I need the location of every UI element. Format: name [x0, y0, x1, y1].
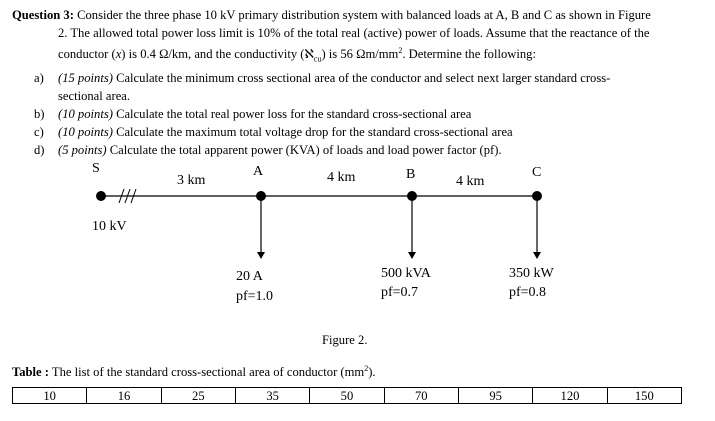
- load-c-value: 350 kW: [509, 266, 554, 281]
- source-node: [96, 191, 106, 201]
- item-b-text: Calculate the total real power loss for the standard cross-sectional area: [112, 106, 472, 121]
- three-phase-marks: [119, 189, 136, 203]
- reactance-symbol: x: [115, 47, 122, 62]
- table-cell: 10: [13, 388, 87, 404]
- load-b-value: 500 kVA: [381, 266, 431, 281]
- item-c-label: c): [34, 124, 44, 139]
- table-cell: 50: [310, 388, 384, 404]
- item-c-points: (10 points): [58, 124, 113, 139]
- node-a-label: A: [253, 164, 264, 179]
- intro-3-superscript: 2: [398, 46, 403, 55]
- table-caption-superscript: 2: [364, 364, 369, 373]
- table-cell: 25: [161, 388, 235, 404]
- table-cell: 16: [87, 388, 161, 404]
- segment-bc-length: 4 km: [456, 174, 485, 189]
- figure-caption: Figure 2.: [322, 333, 368, 347]
- intro-3b: ) is 0.4 Ω/km, and the conductivity (: [121, 47, 305, 62]
- load-a-pf: pf=1.0: [236, 289, 274, 304]
- item-a-continued: sectional area.: [58, 88, 131, 103]
- item-a-points: (15 points): [58, 70, 113, 85]
- load-c-arrow-icon: [533, 252, 541, 259]
- segment-sa-length: 3 km: [177, 173, 206, 188]
- conductivity-subscript: cu: [313, 54, 322, 64]
- question-heading: Question 3:: [12, 8, 74, 22]
- source-voltage: 10 kV: [92, 219, 127, 234]
- node-c-label: C: [532, 165, 542, 180]
- table-caption-bold: Table :: [12, 365, 49, 380]
- table-cell: 70: [384, 388, 458, 404]
- source-label: S: [92, 161, 100, 176]
- node-b-label: B: [406, 167, 416, 182]
- item-d-text: Calculate the total apparent power (KVA) of loads and load power factor (pf).: [106, 142, 502, 157]
- item-a-label: a): [34, 70, 44, 85]
- load-b-pf: pf=0.7: [381, 285, 419, 300]
- table-cell: 150: [607, 388, 681, 404]
- item-b-label: b): [34, 106, 45, 121]
- cross-section-table: [12, 387, 682, 404]
- item-d-points: (5 points): [58, 142, 107, 157]
- segment-ab-length: 4 km: [327, 170, 356, 185]
- item-b-points: (10 points): [58, 106, 113, 121]
- table-caption-end: ).: [368, 365, 376, 380]
- intro-3d: . Determine the following:: [402, 47, 536, 62]
- intro-3a: conductor (: [58, 47, 116, 62]
- table-row: [13, 388, 682, 404]
- table-cell: 35: [235, 388, 309, 404]
- load-c-pf: pf=0.8: [509, 285, 547, 300]
- intro-line-1: Consider the three phase 10 kV primary distribution system with balanced loads at A, B and C as shown in Figure: [73, 8, 651, 22]
- table-caption-text: The list of the standard cross-sectional area of conductor (mm: [48, 365, 365, 380]
- table-cell: 95: [458, 388, 532, 404]
- item-d-label: d): [34, 142, 45, 157]
- intro-3c: ) is 56 Ωm/mm: [321, 47, 399, 62]
- intro-line-2: 2. The allowed total power loss limit is 10% of the total real (active) power of loads. Assume that the reactance of the: [58, 26, 650, 40]
- load-a-value: 20 A: [236, 269, 263, 284]
- table-cell: 120: [533, 388, 607, 404]
- conductivity-symbol: ℵ: [304, 47, 314, 62]
- item-a-text: Calculate the minimum cross sectional area of the conductor and select next larger standard cross-: [112, 70, 611, 85]
- load-a-arrow-icon: [257, 252, 265, 259]
- table-caption: [12, 364, 376, 380]
- load-b-arrow-icon: [408, 252, 416, 259]
- item-c-text: Calculate the maximum total voltage drop for the standard cross-sectional area: [112, 124, 513, 139]
